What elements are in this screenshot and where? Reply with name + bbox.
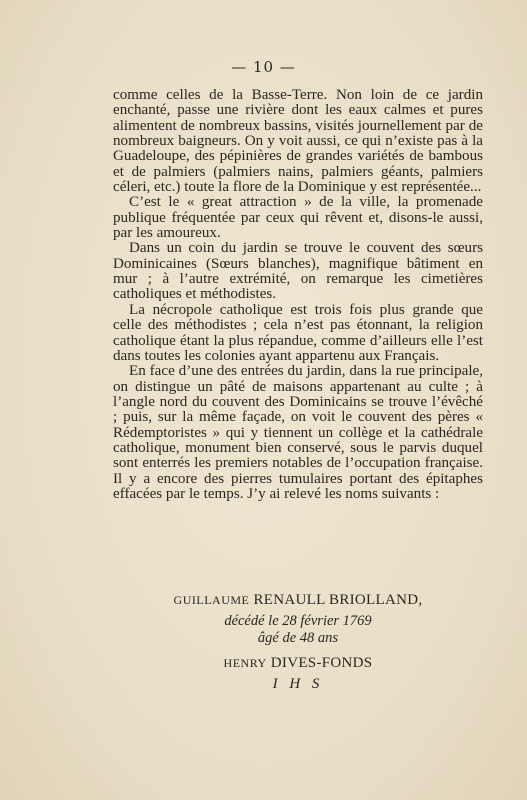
epitaph-surname: DIVES-FONDS <box>270 655 373 671</box>
page-number: — 10 — <box>231 58 296 76</box>
epitaph-age: âgé de 48 ans <box>257 630 339 646</box>
epitaph-surname: RENAULL BRIOLLAND, <box>253 592 423 608</box>
paragraph: Dans un coin du jardin se trouve le couvent des sœurs Dominicaines (Sœurs blanches), magnifique bâtiment en mur ; à l’autre extrémité, on remarque les cimetières catholiques et méthodistes. <box>113 240 483 303</box>
epitaph-name <box>113 592 483 609</box>
epitaph-ihs: I H S <box>272 676 324 692</box>
paragraph: La nécropole catholique est trois fois plus grande que celle des méthodistes ; cela n’est pas étonnant, la religion catholique étant la plus répandue, comme d’ailleurs elle l’est dans toutes les colonies ayant appartenu aux Français. <box>113 301 483 364</box>
paragraph: C’est le « great attraction » de la ville, la promenade publique fréquentée par ceux qui rêvent et, disons-le aussi, par les amoureux. <box>113 194 483 242</box>
epitaph-renaull-briolland <box>113 592 483 647</box>
paragraph: En face d’une des entrées du jardin, dans la rue principale, on distingue un pâté de maisons appartenant au culte ; à l’angle nord du couvent des Dominicains se trouve l’évêché ; puis, sur la même façade, on voit le couvent des pères « Rédemptoristes » qui y tiennent un collège et la cathédrale catholique, monument bien conservé, sous le parvis duquel sont enterrés les premiers notables de l’occupation française. Il y a encore des pierres tumulaires portant des épitaphes effacées par le temps. J’y ai relevé les noms suivants : <box>113 363 483 502</box>
epitaph-name <box>113 655 483 672</box>
epitaph-death-date: décédé le 28 février 1769 <box>224 613 372 629</box>
epitaph-dives-fonds <box>113 655 483 693</box>
paragraph: comme celles de la Basse-Terre. Non loin de ce jardin enchanté, passe une rivière dont les eaux calmes et pures alimentent de nombreux bassins, visités journellement par de nombreux baigneurs. On y voit aussi, ce qui n’existe pas à la Guadeloupe, des pépinières de grandes variétés de bambous et de palmiers (palmiers nains, palmiers géants, palmiers céleri, etc.) toute la flore de la Dominique y est représentée... <box>113 87 483 196</box>
epitaph-first-name: GUILLAUME <box>173 593 250 607</box>
body-text <box>113 88 483 502</box>
epitaph-first-name: HENRY <box>223 656 267 670</box>
